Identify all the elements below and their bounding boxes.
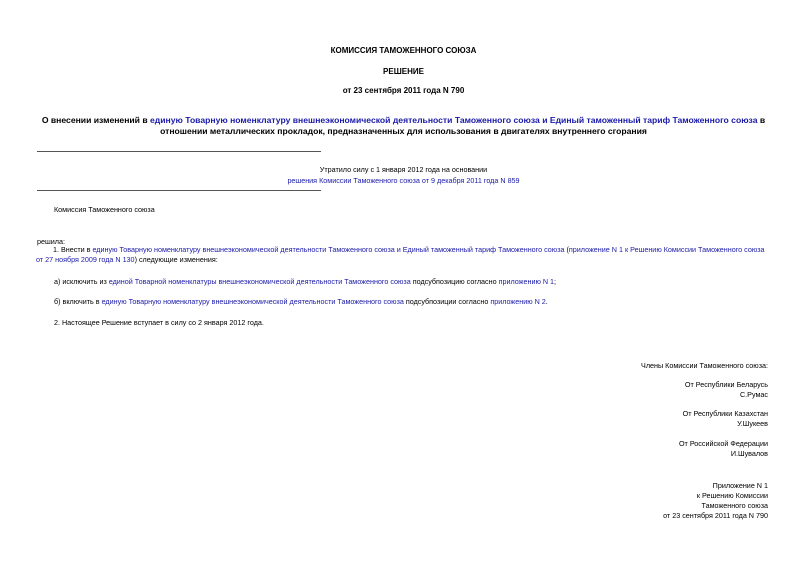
pb-text-end: . bbox=[545, 297, 548, 306]
pa-text-end: ; bbox=[554, 277, 557, 286]
pa-text-start: а) исключить из bbox=[54, 277, 109, 286]
appendix-line-2: к Решению Комиссии bbox=[696, 491, 768, 500]
org-heading: КОМИССИЯ ТАМОЖЕННОГО СОЮЗА bbox=[330, 46, 477, 55]
document-title bbox=[40, 115, 767, 137]
expired-link-row bbox=[0, 176, 807, 186]
pb-text-mid: подсубпозиции согласно bbox=[403, 297, 491, 306]
signature-name-kazakhstan: У.Шукеев bbox=[737, 419, 768, 428]
pa-link-tnved[interactable]: единой Товарной номенклатуры внешнеэкономической деятельности Таможенного союза bbox=[108, 277, 411, 286]
pb-link-appendix-2[interactable]: приложению N 2 bbox=[490, 297, 546, 306]
paragraph-2: 2. Настоящее Решение вступает в силу со 2 января 2012 года. bbox=[54, 318, 264, 327]
signature-country-russia: От Российской Федерации bbox=[678, 439, 768, 448]
p1-text-end: ) следующие изменения: bbox=[134, 254, 218, 264]
appendix-line-1: Приложение N 1 bbox=[712, 481, 768, 490]
signature-country-kazakhstan: От Республики Казахстан bbox=[682, 409, 768, 418]
p1-text-mid: ( bbox=[564, 245, 569, 254]
paragraph-a bbox=[54, 277, 556, 287]
pa-link-appendix-1[interactable]: приложению N 1 bbox=[498, 277, 555, 286]
doc-type-heading: РЕШЕНИЕ bbox=[383, 67, 424, 76]
bottom-rule bbox=[37, 190, 321, 191]
title-link-tnved[interactable]: единую Товарную номенклатуру внешнеэкономической деятельности Таможенного союза и Единый таможенный тариф Таможенного союза bbox=[150, 115, 758, 125]
title-text-start: О внесении изменений в bbox=[41, 115, 151, 125]
paragraph-1 bbox=[36, 245, 771, 264]
expired-decision-link[interactable]: решения Комиссии Таможенного союза от 9 декабря 2011 года N 859 bbox=[287, 176, 520, 185]
appendix-line-3: Таможенного союза bbox=[701, 501, 768, 510]
appendix-line-4: от 23 сентября 2011 года N 790 bbox=[663, 511, 768, 520]
title-text-end: в отношении металлических прокладок, предназначенных для использования в двигателях внутреннего сгорания bbox=[160, 115, 766, 136]
top-rule bbox=[37, 151, 321, 152]
members-heading: Члены Комиссии Таможенного союза: bbox=[641, 361, 768, 370]
p1-link-appendix[interactable]: приложение N 1 к Решению Комиссии Таможенного союза от 27 ноября 2009 года N 130 bbox=[36, 245, 765, 264]
pb-link-tnved[interactable]: единую Товарную номенклатуру внешнеэкономической деятельности Таможенного союза bbox=[101, 297, 404, 306]
signature-country-belarus: От Республики Беларусь bbox=[684, 380, 768, 389]
signature-name-belarus: С.Румас bbox=[739, 390, 768, 399]
decided-label: решила: bbox=[37, 237, 65, 246]
signature-name-russia: И.Шувалов bbox=[730, 449, 768, 458]
p1-text-start: 1. Внести в bbox=[53, 245, 93, 254]
pb-text-start: б) включить в bbox=[54, 297, 102, 306]
paragraph-b bbox=[54, 297, 548, 307]
commission-name: Комиссия Таможенного союза bbox=[54, 205, 155, 214]
p1-link-tnved[interactable]: единую Товарную номенклатуру внешнеэкономической деятельности Таможенного союза и Единый таможенный тариф Таможенного союза bbox=[92, 245, 565, 254]
pa-text-mid: подсубпозицию согласно bbox=[410, 277, 499, 286]
expired-note: Утратило силу с 1 января 2012 года на основании bbox=[319, 165, 488, 174]
date-heading: от 23 сентября 2011 года N 790 bbox=[342, 86, 465, 95]
